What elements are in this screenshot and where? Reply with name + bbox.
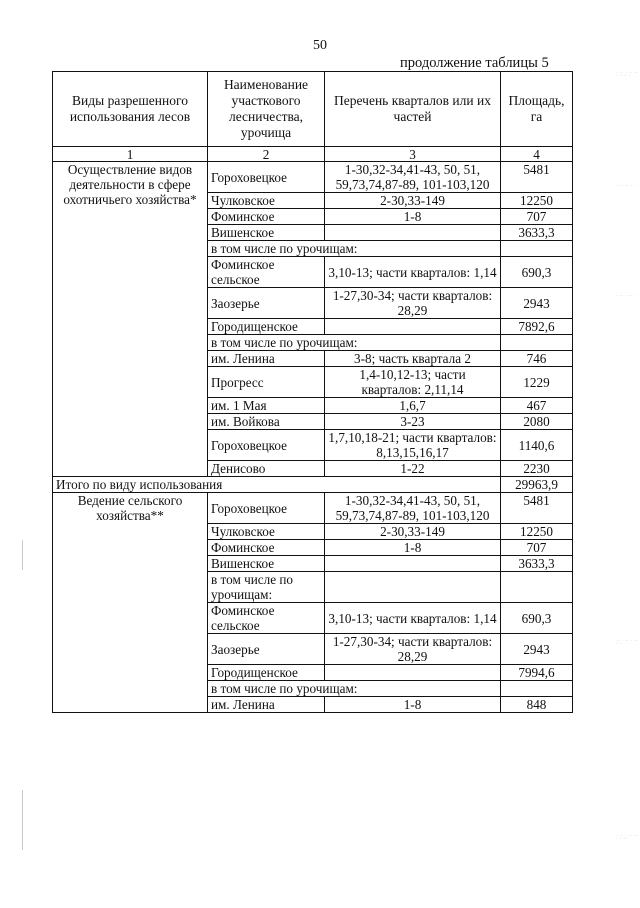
empty-cell	[501, 681, 573, 697]
total-value: 29963,9	[501, 477, 573, 493]
scan-noise: · ·· · ·· ·	[616, 295, 636, 299]
forestry-name-cell: Вишенское	[208, 225, 325, 241]
total-row	[53, 477, 573, 493]
empty-cell	[325, 572, 501, 603]
forestry-name-cell: им. Ленина	[208, 351, 325, 367]
column-number: 4	[501, 147, 573, 162]
quarters-cell	[325, 665, 501, 681]
quarters-cell: 1-22	[325, 461, 501, 477]
quarters-cell: 3-23	[325, 414, 501, 430]
header-forestry-name: Наименование участкового лесничества, урочища	[208, 72, 325, 147]
quarters-cell	[325, 225, 501, 241]
forestry-name-cell: Городищенское	[208, 665, 325, 681]
forestry-name-cell: Фоминское сельское	[208, 603, 325, 634]
scan-noise: ·· · ·· · ·· · ·	[616, 640, 638, 647]
use-type-cell: Ведение сельского хозяйства**	[53, 493, 208, 713]
area-cell: 707	[501, 209, 573, 225]
quarters-cell: 1-8	[325, 540, 501, 556]
quarters-cell	[325, 319, 501, 335]
forestry-name-cell: Чулковское	[208, 193, 325, 209]
quarters-cell: 1-8	[325, 209, 501, 225]
quarters-cell: 1,4-10,12-13; части кварталов: 2,11,14	[325, 367, 501, 398]
area-cell: 3633,3	[501, 225, 573, 241]
area-cell: 12250	[501, 193, 573, 209]
forestry-name-cell: Прогресс	[208, 367, 325, 398]
area-cell: 707	[501, 540, 573, 556]
area-cell: 746	[501, 351, 573, 367]
area-cell: 7994,6	[501, 665, 573, 681]
forestry-name-cell: им. 1 Мая	[208, 398, 325, 414]
area-cell: 5481	[501, 493, 573, 524]
forestry-name-cell: Вишенское	[208, 556, 325, 572]
quarters-cell: 3,10-13; части кварталов: 1,14	[325, 603, 501, 634]
table-row	[53, 493, 573, 524]
forestry-name-cell: Городищенское	[208, 319, 325, 335]
forestry-name-cell: Фоминское	[208, 540, 325, 556]
quarters-cell: 3,10-13; части кварталов: 1,14	[325, 257, 501, 288]
subheader-cell: в том числе по урочищам:	[208, 335, 501, 351]
quarters-cell: 1,7,10,18-21; части кварталов: 8,13,15,16,17	[325, 430, 501, 461]
column-number-row	[53, 147, 573, 162]
forest-use-table	[52, 71, 573, 713]
forestry-name-cell: Заозерье	[208, 634, 325, 665]
area-cell: 2943	[501, 288, 573, 319]
forestry-name-cell: им. Ленина	[208, 697, 325, 713]
forestry-name-cell: Фоминское сельское	[208, 257, 325, 288]
forestry-name-cell: Гороховецкое	[208, 493, 325, 524]
scan-noise: · ·· · ·· ·· · · ·· ·	[616, 72, 638, 79]
quarters-cell: 1-27,30-34; части кварталов: 28,29	[325, 634, 501, 665]
header-area: Площадь, га	[501, 72, 573, 147]
forestry-name-cell: им. Войкова	[208, 414, 325, 430]
forestry-name-cell: Гороховецкое	[208, 430, 325, 461]
column-number: 2	[208, 147, 325, 162]
page-number: 50	[313, 38, 327, 53]
area-cell: 848	[501, 697, 573, 713]
header-use-type: Виды разрешенного использования лесов	[53, 72, 208, 147]
quarters-cell: 2-30,33-149	[325, 193, 501, 209]
quarters-cell	[325, 556, 501, 572]
empty-cell	[501, 572, 573, 603]
forestry-name-cell: Чулковское	[208, 524, 325, 540]
area-cell: 5481	[501, 162, 573, 193]
quarters-cell: 1-27,30-34; части кварталов: 28,29	[325, 288, 501, 319]
table-row	[53, 162, 573, 193]
area-cell: 690,3	[501, 257, 573, 288]
scan-noise: · ·· · ·· ·· · · ··	[616, 835, 638, 842]
column-number: 1	[53, 147, 208, 162]
quarters-cell: 3-8; часть квартала 2	[325, 351, 501, 367]
quarters-cell: 1-8	[325, 697, 501, 713]
quarters-cell: 2-30,33-149	[325, 524, 501, 540]
empty-cell	[501, 241, 573, 257]
empty-cell	[501, 335, 573, 351]
forestry-name-cell: Гороховецкое	[208, 162, 325, 193]
quarters-cell: 1,6,7	[325, 398, 501, 414]
column-number: 3	[325, 147, 501, 162]
area-cell: 2230	[501, 461, 573, 477]
subheader-cell: в том числе по урочищам:	[208, 572, 325, 603]
scan-margin-line	[22, 790, 23, 850]
table-header-row	[53, 72, 573, 147]
scan-margin-line	[22, 540, 23, 570]
forestry-name-cell: Денисово	[208, 461, 325, 477]
area-cell: 3633,3	[501, 556, 573, 572]
forestry-name-cell: Заозерье	[208, 288, 325, 319]
area-cell: 1229	[501, 367, 573, 398]
forestry-name-cell: Фоминское	[208, 209, 325, 225]
area-cell: 467	[501, 398, 573, 414]
area-cell: 2080	[501, 414, 573, 430]
quarters-cell: 1-30,32-34,41-43, 50, 51, 59,73,74,87-89, 101-103,120	[325, 493, 501, 524]
area-cell: 1140,6	[501, 430, 573, 461]
area-cell: 12250	[501, 524, 573, 540]
header-quarters: Перечень кварталов или их частей	[325, 72, 501, 147]
quarters-cell: 1-30,32-34,41-43, 50, 51, 59,73,74,87-89, 101-103,120	[325, 162, 501, 193]
area-cell: 690,3	[501, 603, 573, 634]
subheader-cell: в том числе по урочищам:	[208, 241, 501, 257]
subheader-cell: в том числе по урочищам:	[208, 681, 501, 697]
scan-noise: ·· · ·· · ·	[616, 185, 636, 189]
area-cell: 7892,6	[501, 319, 573, 335]
total-label: Итого по виду использования	[53, 477, 501, 493]
use-type-cell: Осуществление видов деятельности в сфере охотничьего хозяйства*	[53, 162, 208, 477]
area-cell: 2943	[501, 634, 573, 665]
continuation-label: продолжение таблицы 5	[400, 55, 549, 71]
